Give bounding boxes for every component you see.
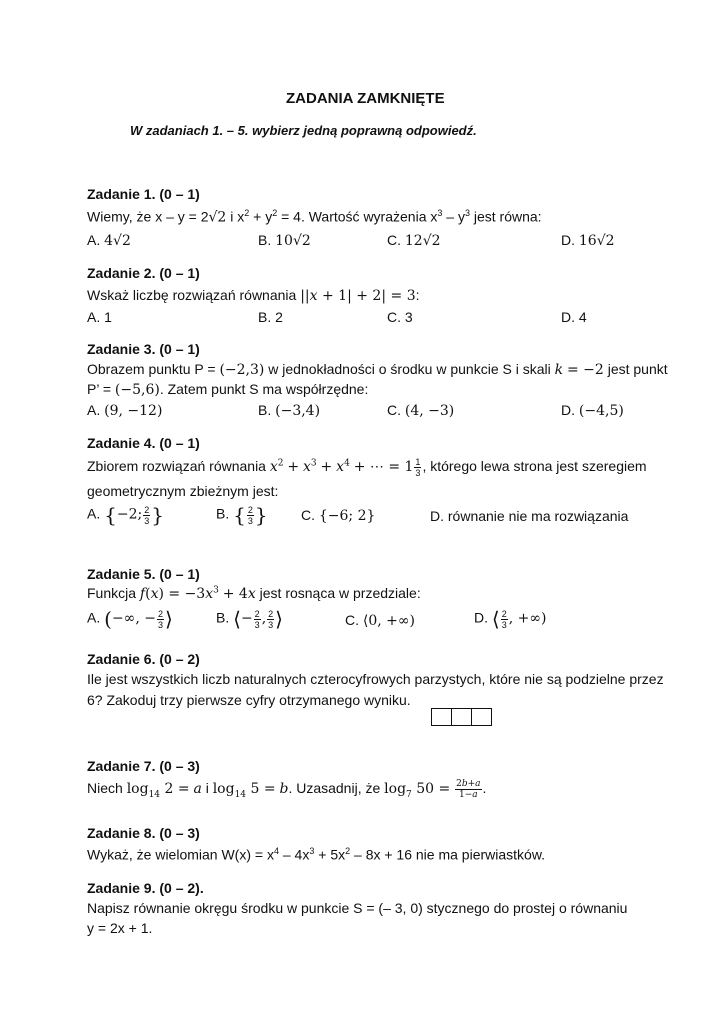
- task-6-text-line2: 6? Zakoduj trzy pierwsze cyfry otrzymanego wyniku.: [87, 692, 411, 708]
- task-5-heading: Zadanie 5. (0 – 1): [87, 566, 200, 582]
- task-3-option-b: B. (−3,4): [258, 402, 321, 419]
- task-3-text-line2: P’ = (−5,6). Zatem punkt S ma współrzędne:: [87, 381, 369, 398]
- task-2-option-b: B. 2: [258, 309, 283, 325]
- answer-digit-box-1[interactable]: [431, 708, 452, 726]
- task-2-option-c: C. 3: [387, 309, 413, 325]
- task-2-heading: Zadanie 2. (0 – 1): [87, 265, 200, 281]
- task-5-text: Funkcja $f(x) = -3x^3 + 4x$ jest rosnąca w przedziale:: [87, 585, 421, 602]
- task-3-option-c: C. (4, −3): [387, 402, 455, 419]
- task-9-text-line2: y = 2x + 1.: [87, 920, 153, 936]
- task-9-heading: Zadanie 9. (0 – 2).: [87, 880, 204, 896]
- task-7-text: Niech $\log_{14} 2 = a$ i $\log_{14} 5 = b$. Uzasadnij, że $\log_7 50$ = $\frac{2b+a}{1-a}$ .: [87, 779, 487, 800]
- task-7-heading: Zadanie 7. (0 – 3): [87, 758, 200, 774]
- task-1-option-a: A. 4√2: [87, 232, 131, 249]
- task-1-option-b: B. 10√2: [258, 232, 311, 249]
- task-4-option-a: A. {−2; $\frac{2}{3}$ }: [87, 503, 164, 527]
- task-4-text-line1: Zbiorem rozwiązań równania $x^2 + x^3 + x^4$ + ⋯ = 1 $\frac{1}{3}$ , którego lewa strona jest szeregiem: [87, 457, 647, 478]
- task-4-option-c: C. {−6; 2}: [301, 507, 376, 524]
- answer-code-boxes[interactable]: [432, 708, 492, 726]
- task-8-text: Wykaż, że wielomian $W(x) = x^4 - 4x^3 + 5x^2 - 8x + 16$ nie ma pierwiastków.: [87, 846, 546, 863]
- task-5-option-d: D. ⟨ $\frac{2}{3}$ , +∞): [474, 607, 547, 631]
- task-3-heading: Zadanie 3. (0 – 1): [87, 341, 200, 357]
- task-4-option-d: D. równanie nie ma rozwiązania: [430, 508, 629, 524]
- task-3-text-line1: Obrazem punktu P = (−2,3) w jednokładności o środku w punkcie S i skali k = −2 jest punkt: [87, 361, 668, 378]
- task-1-text: Wiemy, że x – y = 2√2 i $x^2 + y^2 = 4$. Wartość wyrażenia $x^3 - y^3$ jest równa:: [87, 208, 542, 226]
- answer-digit-box-3[interactable]: [471, 708, 492, 726]
- task-2-option-a: A. 1: [87, 309, 112, 325]
- task-6-heading: Zadanie 6. (0 – 2): [87, 651, 200, 667]
- task-1-heading: Zadanie 1. (0 – 1): [87, 186, 200, 202]
- task-3-option-a: A. (9, −12): [87, 402, 163, 419]
- answer-digit-box-2[interactable]: [451, 708, 472, 726]
- task-5-option-c: C. ⟨0, +∞): [345, 612, 416, 629]
- task-5-option-a: A. (−∞, − $\frac{2}{3}$ ⟩: [87, 607, 173, 631]
- task-6-text-line1: Ile jest wszystkich liczb naturalnych czterocyfrowych parzystych, które nie są podzielne przez: [87, 671, 664, 687]
- task-2-option-d: D. 4: [561, 309, 587, 325]
- task-2-text: Wskaż liczbę rozwiązań równania ||x + 1| + 2| = 3:: [87, 287, 420, 304]
- task-4-option-b: B. { $\frac{2}{3}$ }: [216, 503, 268, 527]
- task-8-heading: Zadanie 8. (0 – 3): [87, 825, 200, 841]
- task-5-option-b: B. ⟨− $\frac{2}{3}$ , $\frac{2}{3}$ ⟩: [216, 607, 283, 631]
- instruction: W zadaniach 1. – 5. wybierz jedną poprawną odpowiedź.: [130, 123, 477, 138]
- task-3-option-d: D. (−4,5): [561, 402, 624, 419]
- task-1-option-d: D. 16√2: [561, 232, 615, 249]
- task-1-option-c: C. 12√2: [387, 232, 441, 249]
- page-title: ZADANIA ZAMKNIĘTE: [286, 90, 445, 107]
- task-9-text-line1: Napisz równanie okręgu środku w punkcie S = (– 3, 0) stycznego do prostej o równaniu: [87, 900, 628, 916]
- task-4-text-line2: geometrycznym zbieżnym jest:: [87, 483, 279, 499]
- task-4-heading: Zadanie 4. (0 – 1): [87, 435, 200, 451]
